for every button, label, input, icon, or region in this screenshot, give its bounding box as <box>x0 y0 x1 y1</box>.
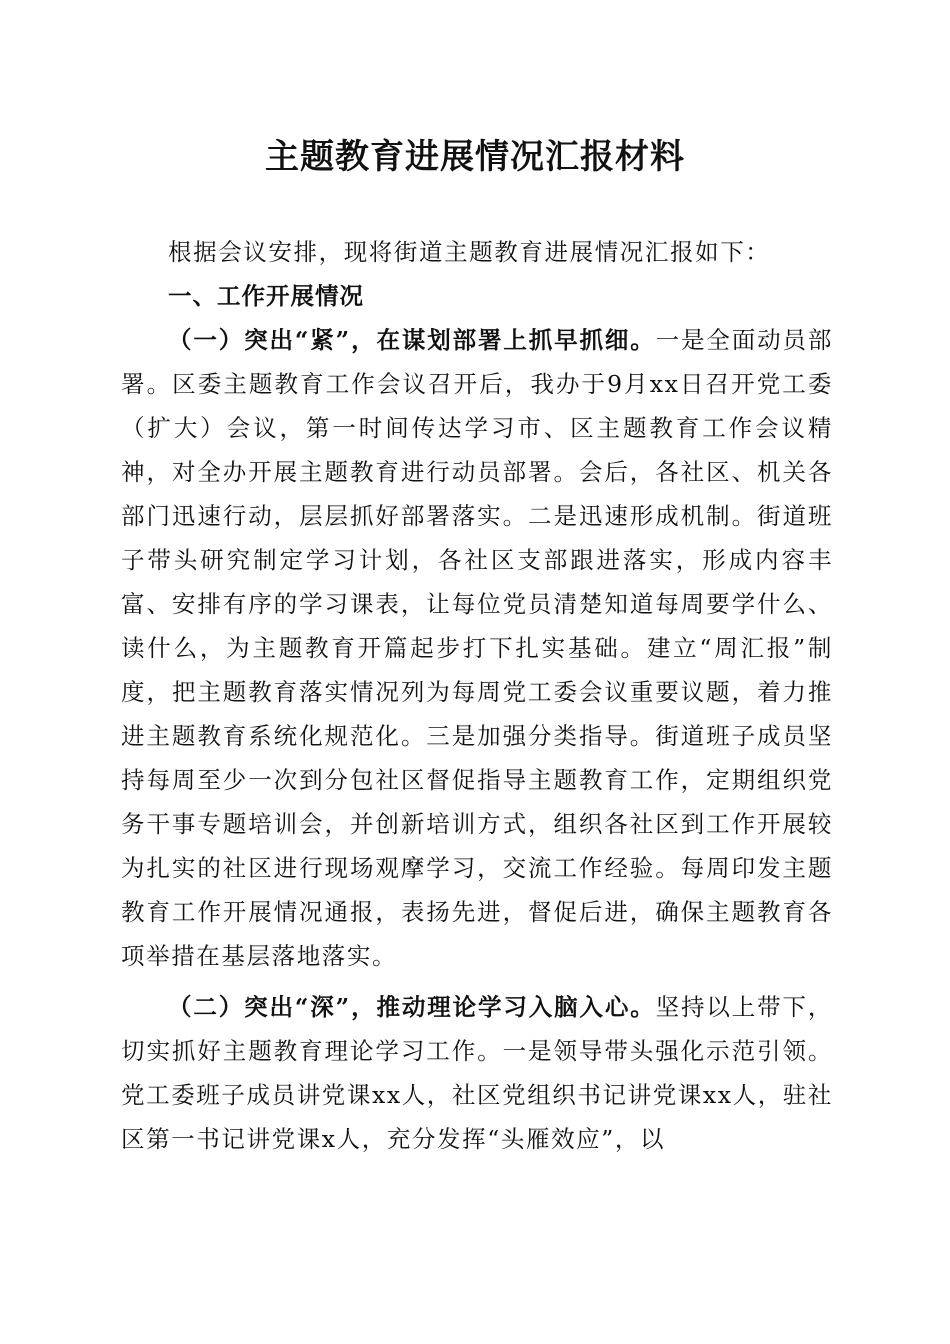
paragraph-item-2 <box>121 985 833 1161</box>
subheading-item-1: （一）突出“紧”，在谋划部署上抓早抓细。 <box>168 326 656 354</box>
section-heading: 一、工作开展情况 <box>168 282 364 310</box>
paragraph-item-2-text: 坚持以上带下，切实抓好主题教育理论学习工作。一是领导带头强化示范引领。党工委班子成员讲党课xx人，社区党组织书记讲党课xx人，驻社区第一书记讲党课x人，充分发挥“头雁效应”，以 <box>121 993 834 1153</box>
subheading-item-2: （二）突出“深”，推动理论学习入脑入心。 <box>168 993 656 1021</box>
intro-paragraph: 根据会议安排，现将街道主题教育进展情况汇报如下： <box>168 238 771 266</box>
paragraph-item-1 <box>121 318 833 978</box>
paragraph-item-1-text: 一是全面动员部署。区委主题教育工作会议召开后，我办于9月xx日召开党工委（扩大）会议，第一时间传达学习市、区主题教育工作会议精神，对全办开展主题教育进行动员部署。会后，各社区、机关各部门迅速行动，层层抓好部署落实。二是迅速形成机制。街道班子带头研究制定学习计划，各社区支部跟进落实，形成内容丰富、安排有序的学习课表，让每位党员清楚知道每周要学什么、读什么，为主题教育开篇起步打下扎实基础。建立“周汇报”制度，把主题教育落实情况列为每周党工委会议重要议题，着力推进主题教育系统化规范化。三是加强分类指导。街道班子成员坚持每周至少一次到分包社区督促指导主题教育工作，定期组织党务干事专题培训会，并创新培训方式，组织各社区到工作开展较为扎实的社区进行现场观摩学习，交流工作经验。每周印发主题教育工作开展情况通报，表扬先进，督促后进，确保主题教育各项举措在基层落地落实。 <box>121 326 833 970</box>
document-title: 主题教育进展情况汇报材料 <box>265 137 685 177</box>
document-body <box>121 230 833 1161</box>
